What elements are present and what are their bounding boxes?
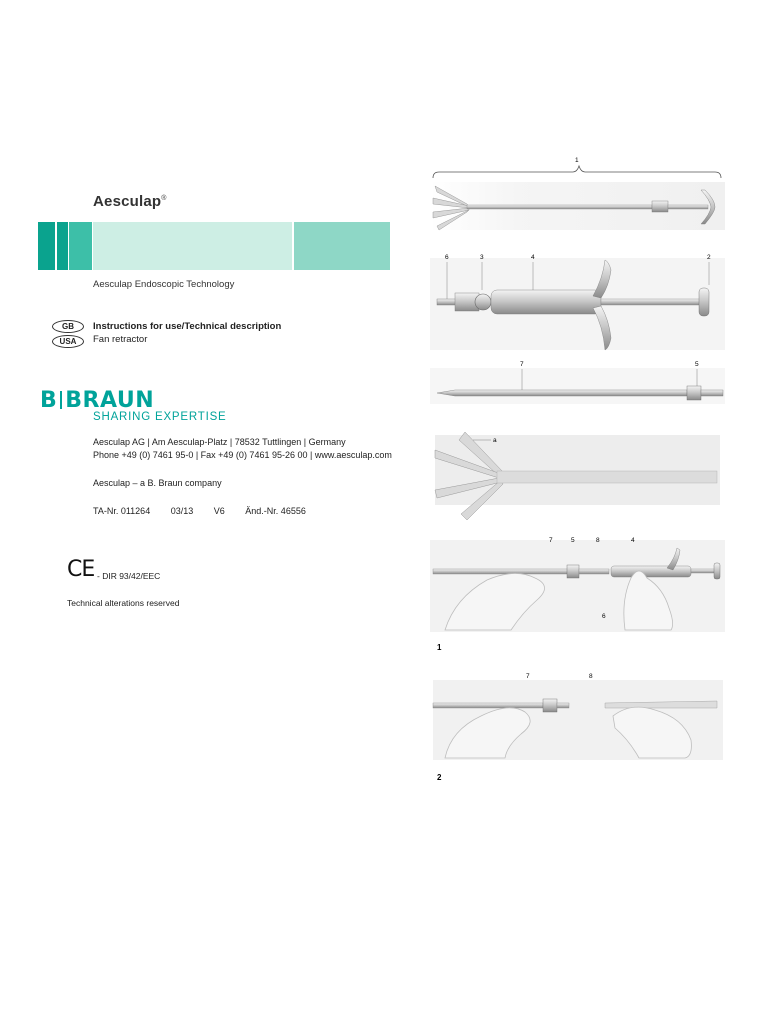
step1-label-5: 5 (571, 537, 575, 544)
step1-number: 1 (437, 643, 442, 652)
document-version: V6 (213, 506, 225, 516)
handle-body (491, 290, 601, 314)
plunger-knob (699, 288, 709, 316)
label-2: 2 (707, 254, 711, 261)
bbraun-logo (40, 388, 154, 413)
outer-tube-figure (430, 361, 725, 404)
change-number: Änd.-Nr. 46556 (245, 506, 306, 516)
brand-color-band (38, 222, 390, 270)
step2-number: 2 (437, 773, 442, 782)
ta-number: TA-Nr. 011264 (93, 506, 151, 516)
contact-info (93, 436, 392, 462)
handle-assembly-figure (430, 254, 725, 350)
language-badge-usa: USA (52, 335, 84, 348)
step1-label-7: 7 (549, 537, 553, 544)
tube-background (430, 368, 725, 404)
retractor-shaft (467, 205, 652, 209)
overview-figure (430, 157, 725, 230)
assembly-step-2-figure (433, 673, 723, 782)
alterations-note: Technical alterations reserved (67, 598, 180, 608)
step2-outer-tube (433, 703, 543, 708)
step1-handle (611, 566, 691, 577)
rear-rod (668, 205, 708, 209)
ce-directive: - DIR 93/42/EEC (97, 571, 161, 581)
fan-detail-shaft (497, 471, 717, 483)
ce-mark: CE (67, 557, 95, 582)
step2-label-8: 8 (589, 673, 593, 680)
band-segment-mid (69, 222, 92, 270)
outer-tube (437, 390, 687, 396)
logo-divider (60, 391, 62, 409)
logo-tagline: SHARING EXPERTISE (93, 411, 227, 423)
plunger-rod (601, 299, 701, 305)
brand-title: Aesculap® (93, 193, 167, 210)
instructions-title: Instructions for use/Technical description (93, 321, 282, 332)
document-date: 03/13 (170, 506, 194, 516)
step1-label-4: 4 (631, 537, 635, 544)
document-number-row (93, 506, 324, 516)
fan-detail-figure (435, 432, 720, 520)
label-4: 4 (531, 254, 535, 261)
company-note: Aesculap – a B. Braun company (93, 478, 222, 488)
label-7: 7 (520, 361, 524, 368)
overview-label: 1 (575, 157, 579, 164)
band-segment-dark (38, 222, 55, 270)
contact-address: Aesculap AG | Am Aesculap-Platz | 78532 Tuttlingen | Germany (93, 437, 346, 447)
label-5: 5 (695, 361, 699, 368)
step1-outer-tube (433, 569, 573, 574)
logo-word-braun: BRAUN (65, 388, 155, 413)
language-badge-gb: GB (52, 320, 84, 333)
label-a: a (493, 437, 497, 444)
tube-connector (687, 386, 701, 400)
overview-brace (433, 166, 721, 178)
step2-label-7: 7 (526, 673, 530, 680)
instrument-illustrations (425, 150, 730, 790)
product-name: Fan retractor (93, 333, 148, 345)
label-3: 3 (480, 254, 484, 261)
band-segment-light (93, 222, 292, 270)
step1-label-8: 8 (596, 537, 600, 544)
label-6: 6 (445, 254, 449, 261)
logo-letter-b: B (40, 388, 58, 413)
instructions-block (93, 321, 281, 346)
contact-phone: Phone +49 (0) 7461 95-0 | Fax +49 (0) 7461 95-26 00 | www.aesculap.com (93, 450, 392, 460)
step1-label-6: 6 (602, 613, 606, 620)
band-segment-dark-2 (57, 222, 68, 270)
language-badges (52, 320, 84, 350)
assembly-step-1-figure (430, 537, 725, 652)
shaft-collar (652, 201, 668, 212)
band-segment-right (294, 222, 390, 270)
product-line-subtitle: Aesculap Endoscopic Technology (93, 279, 235, 290)
locking-button (475, 294, 491, 310)
